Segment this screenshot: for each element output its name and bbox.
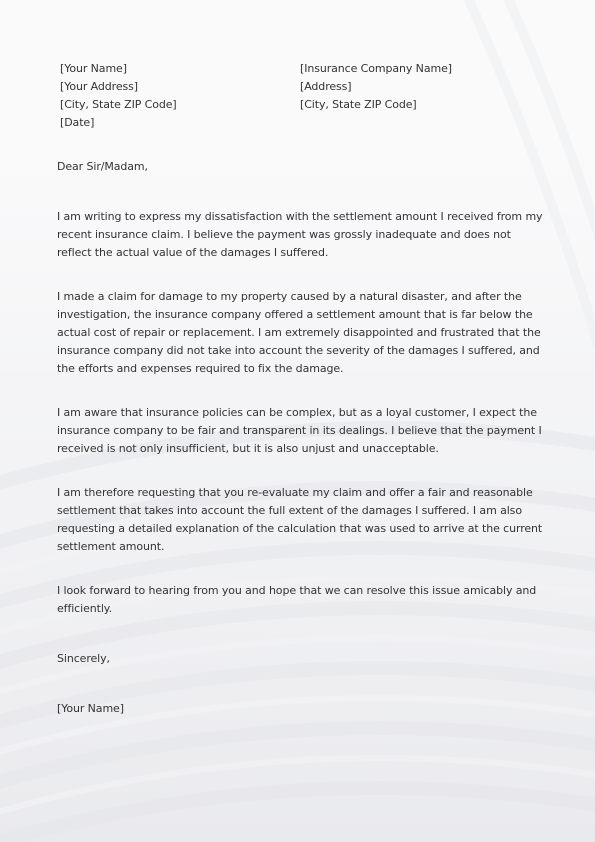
address-block [57,60,543,132]
letter-date: [Date] [60,116,95,129]
paragraph-3: I am aware that insurance policies can be complex, but as a loyal customer, I expect the insurance company to be fair and transparent in its dealings. I believe that the payment I received is not only insufficient, but it is also unjust and unacceptable. [57,406,542,455]
paragraph-4: I am therefore requesting that you re-evaluate my claim and offer a fair and reasonable settlement that takes into account the full extent of the damages I suffered. I am also requesting a detailed explanation of the calculation that was used to arrive at the current settlement amount. [57,486,543,553]
sender-name: [Your Name] [60,62,127,75]
sender-city: [City, State ZIP Code] [60,98,177,111]
recipient-city: [City, State ZIP Code] [300,98,417,111]
signature: [Your Name] [57,702,124,715]
closing: Sincerely, [57,652,110,665]
paragraph-2: I made a claim for damage to my property caused by a natural disaster, and after the investigation, the insurance company offered a settlement amount that is far below the actual cost of repair or replacement. I am extremely disappointed and frustrated that the insurance company did not take into account the severity of the damages I suffered, and the efforts and expenses required to fix the damage. [57,290,541,375]
sender-street: [Your Address] [60,80,138,93]
recipient-company: [Insurance Company Name] [300,62,452,75]
salutation: Dear Sir/Madam, [57,160,148,173]
recipient-address [300,60,452,114]
paragraph-5: I look forward to hearing from you and hope that we can resolve this issue amicably and efficiently. [57,584,537,615]
paragraph-1: I am writing to express my dissatisfaction with the settlement amount I received from my recent insurance claim. I believe the payment was grossly inadequate and does not reflect the actual value of the damages I suffered. [57,210,543,259]
sender-address [60,60,177,132]
recipient-street: [Address] [300,80,352,93]
letter-body [57,60,543,718]
